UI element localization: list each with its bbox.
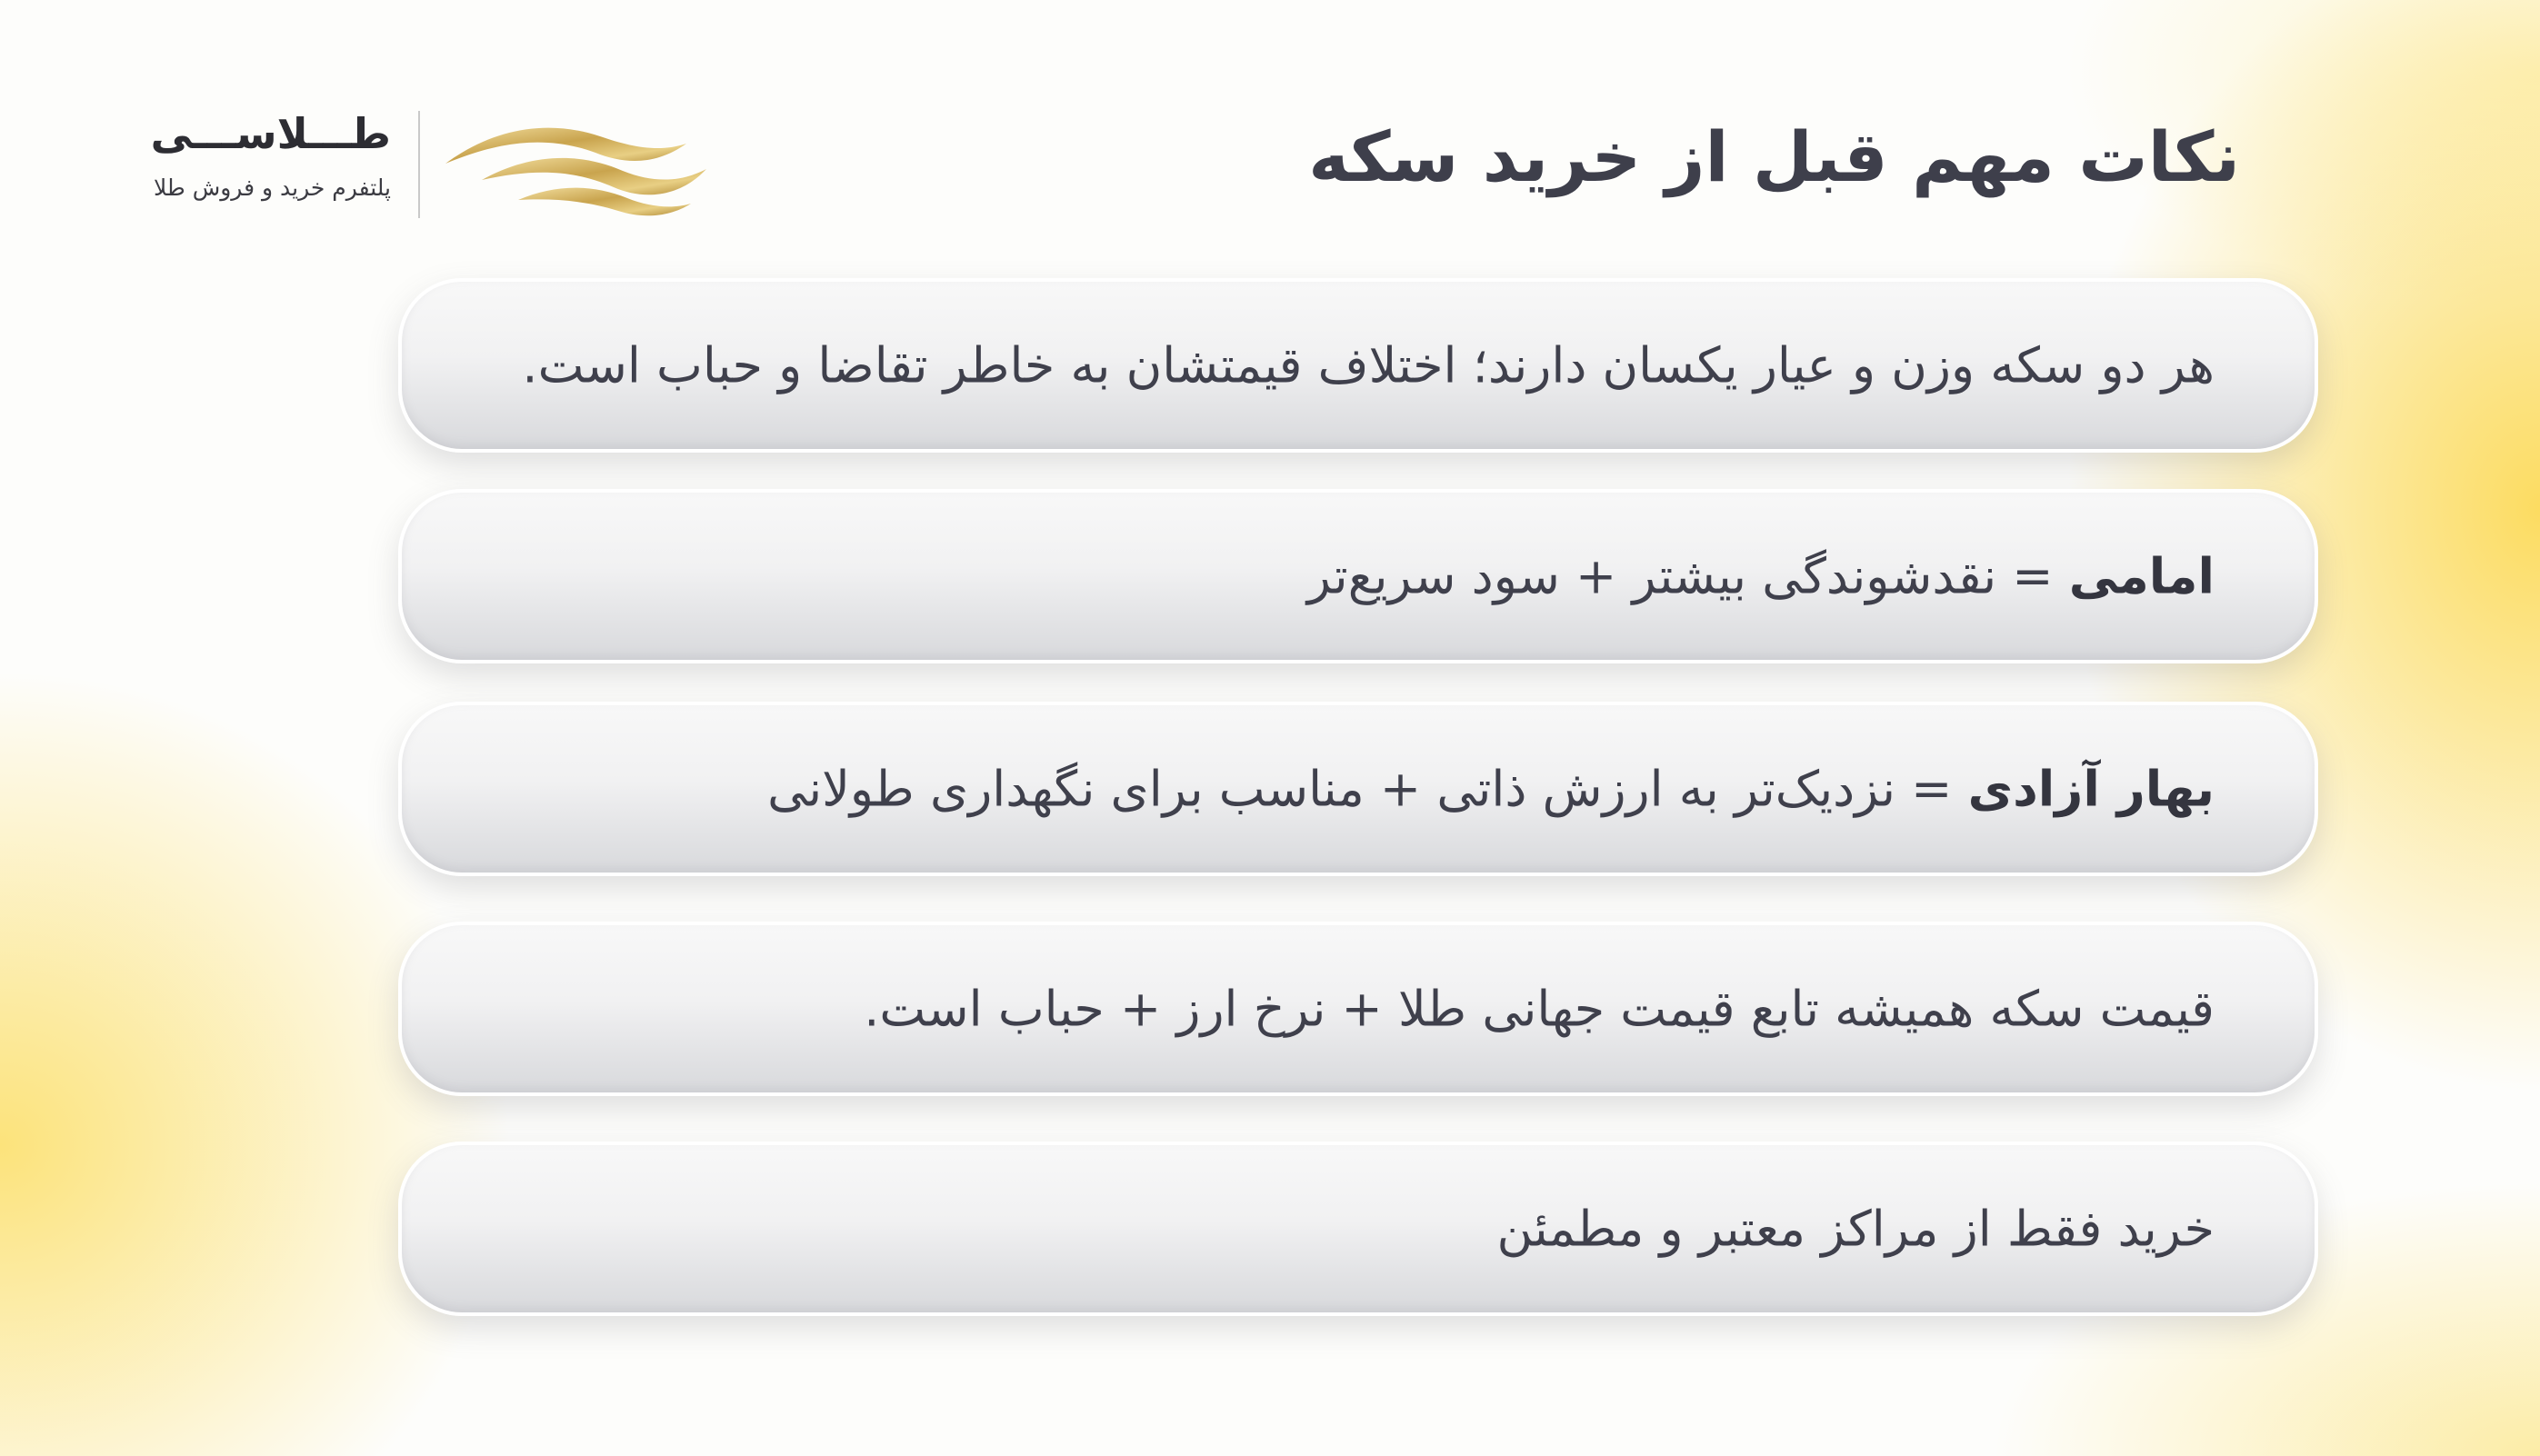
- tip-body: هر دو سکه وزن و عیار یکسان دارند؛ اختلاف قیمتشان به خاطر تقاضا و حباب است.: [522, 336, 2215, 394]
- tip-text: [522, 337, 2215, 394]
- tip-card: [398, 922, 2318, 1096]
- tip-card: [398, 702, 2318, 876]
- brand-tagline: پلتفرم خرید و فروش طلا: [153, 175, 391, 201]
- tip-card: [398, 489, 2318, 663]
- tip-body: = نزدیک‌تر به ارزش ذاتی + مناسب برای نگهداری طولانی: [767, 760, 1968, 818]
- logo-divider: [418, 111, 420, 218]
- tip-text: [864, 981, 2215, 1038]
- tip-body: قیمت سکه همیشه تابع قیمت جهانی طلا + نرخ ارز + حباب است.: [864, 980, 2215, 1038]
- tip-text: [767, 761, 2215, 818]
- gold-waves-icon: [441, 116, 714, 218]
- tip-body: خرید فقط از مراکز معتبر و مطمئن: [1496, 1200, 2215, 1258]
- tip-card: [398, 1142, 2318, 1316]
- tip-text: [1307, 548, 2215, 605]
- brand-name: طـــلاســـی: [150, 109, 391, 158]
- page-title: نکات مهم قبل از خرید سکه: [1308, 116, 2240, 197]
- tip-bold: بهار آزادی: [1967, 760, 2215, 818]
- tip-body: = نقدشوندگی بیشتر + سود سریع‌تر: [1306, 547, 2069, 605]
- tip-text: [1496, 1201, 2215, 1258]
- brand-logo[interactable]: [118, 109, 718, 223]
- tip-bold: امامی: [2068, 547, 2215, 605]
- tip-card: [398, 278, 2318, 453]
